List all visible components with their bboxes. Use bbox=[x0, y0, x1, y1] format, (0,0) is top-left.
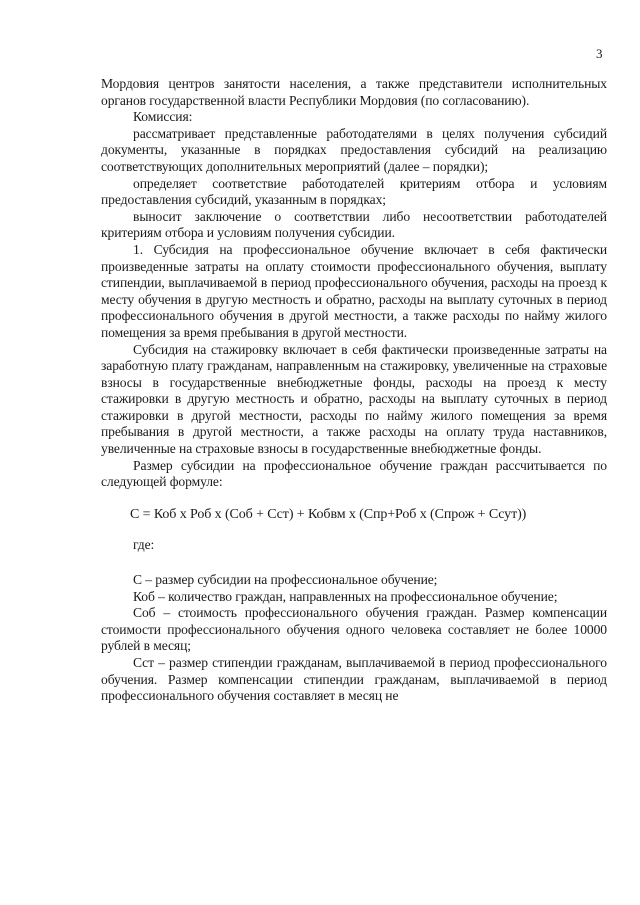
definition-kob: Коб – количество граждан, направленных на профессиональное обучение; bbox=[133, 588, 558, 604]
paragraph-commission-reviews: рассматривает представленные работодателями в целях получения субсидий документы, указанные в порядках предоставления субсидий на реализацию соответствующих дополнительных мероприятий (далее – порядки); bbox=[101, 125, 607, 174]
paragraph-internship-subsidy: Субсидия на стажировку включает в себя фактически произведенные затраты на заработную плату гражданам, направленным на стажировку, увеличенные на страховые взносы в государственные внебюджетные фонды, расходы на проезд к месту стажировки в другую местность и обратно, расходы на выплату суточных в период стажировки в другой местности, расходы по найму жилого помещения за время пребывания в другой местности, а также расходы на оплату труда наставников, увеличенные на страховые взносы в государственные внебюджетные фонды. bbox=[101, 341, 607, 457]
paragraph-commission-determines: определяет соответствие работодателей критериям отбора и условиям предоставления субсидий, указанным в порядках; bbox=[101, 175, 607, 208]
definition-c: С – размер субсидии на профессиональное обучение; bbox=[133, 572, 438, 588]
paragraph-continuation: Мордовия центров занятости населения, а также представители исполнительных органов государственной власти Республики Мордовия (по согласованию). bbox=[101, 76, 607, 108]
paragraph-commission-conclusion: выносит заключение о соответствии либо несоответствии работодателей критериям отбора и условиям получения субсидии. bbox=[101, 208, 607, 241]
definition-sst: Сст – размер стипендии гражданам, выплачиваемой в период профессионального обучения. Размер компенсации стипендии гражданам, выплачиваемой в период профессионального обучения составляет в месяц не bbox=[101, 655, 607, 704]
document-body bbox=[101, 76, 607, 705]
paragraph-subsidy-size: Размер субсидии на профессиональное обучение граждан рассчитывается по следующей формуле: bbox=[101, 457, 607, 490]
page-number: 3 bbox=[596, 46, 603, 61]
definition-sob: Соб – стоимость профессионального обучения граждан. Размер компенсации стоимости профессионального обучения одного человека составляет не более 10000 рублей в месяц; bbox=[101, 605, 607, 654]
paragraph-training-subsidy: 1. Субсидия на профессиональное обучение включает в себя фактически произведенные затраты на оплату стоимости профессионального обучения, выплату стипендии, выплачиваемой в период профессионального обучения, расходы на проезд к месту обучения в другую местность и обратно, расходы на выплату суточных в период профессионального обучения в другой местности, а также расходы по найму жилого помещения за время пребывания в другой местности. bbox=[101, 241, 607, 340]
formula-where-label: где: bbox=[133, 537, 155, 553]
paragraph-commission-heading: Комиссия: bbox=[133, 109, 193, 125]
subsidy-formula: С = Коб х Роб х (Соб + Сст) + Кобвм х (Спр+Роб х (Спрож + Ссут)) bbox=[130, 506, 527, 522]
